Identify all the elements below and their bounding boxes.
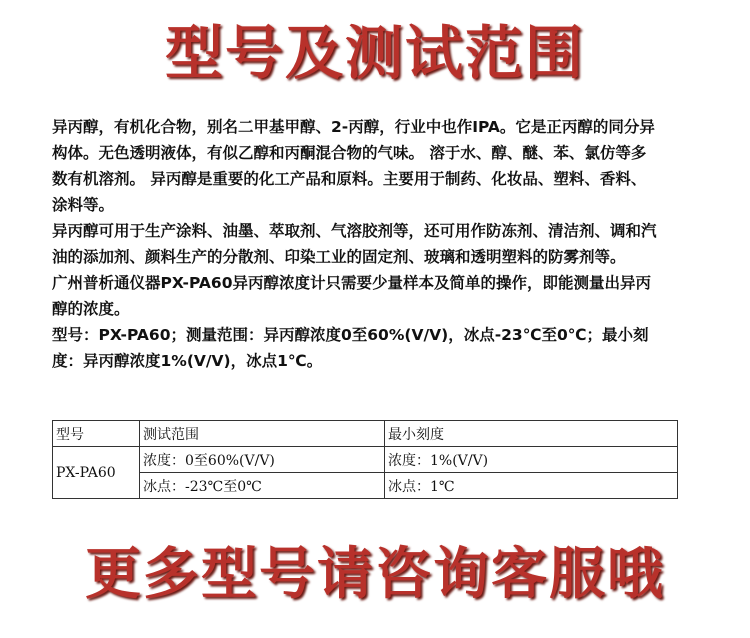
resolution-cell: 冰点：1℃ [385,473,678,499]
resolution-cell: 浓度：1%(V/V) [385,447,678,473]
text-line: 广州普析通仪器PX-PA60异丙醇浓度计只需要少量样本及简单的操作，即能测量出异丙 [52,274,651,292]
header-resolution: 最小刻度 [385,421,678,447]
text-line: 异丙醇，有机化合物，别名二甲基甲醇、2-丙醇，行业中也作IPA。它是正丙醇的同分异 [52,118,655,136]
description [52,114,712,374]
table-row [53,473,678,499]
header-range: 测试范围 [140,421,385,447]
text-line: 构体。无色透明液体，有似乙醇和丙酮混合物的气味。 溶于水、醇、醚、苯、氯仿等多 [52,144,647,162]
table-header-row [53,421,678,447]
text-line: 度：异丙醇浓度1%(V/V)，冰点1℃。 [52,352,323,370]
text-line: 数有机溶剂。 异丙醇是重要的化工产品和原料。主要用于制药、化妆品、塑料、香料、 [52,170,647,188]
page-title: 型号及测试范围 [164,19,585,87]
spec-table [52,420,678,499]
range-cell: 浓度：0至60%(V/V) [140,447,385,473]
text-line: 油的添加剂、颜料生产的分散剂、印染工业的固定剂、玻璃和透明塑料的防雾剂等。 [52,248,626,266]
table-row [53,447,678,473]
range-cell: 冰点：-23℃至0℃ [140,473,385,499]
model-cell: PX-PA60 [53,447,140,499]
header-model: 型号 [53,421,140,447]
text-line: 醇的浓度。 [52,300,130,318]
text-line: 型号：PX-PA60；测量范围：异丙醇浓度0至60%(V/V)，冰点-23℃至0℃；最小刻 [52,326,649,344]
text-line: 涂料等。 [52,196,115,214]
footer-banner: 更多型号请咨询客服哦 [85,541,665,607]
text-line: 异丙醇可用于生产涂料、油墨、萃取剂、气溶胶剂等，还可用作防冻剂、清洁剂、调和汽 [52,222,657,240]
